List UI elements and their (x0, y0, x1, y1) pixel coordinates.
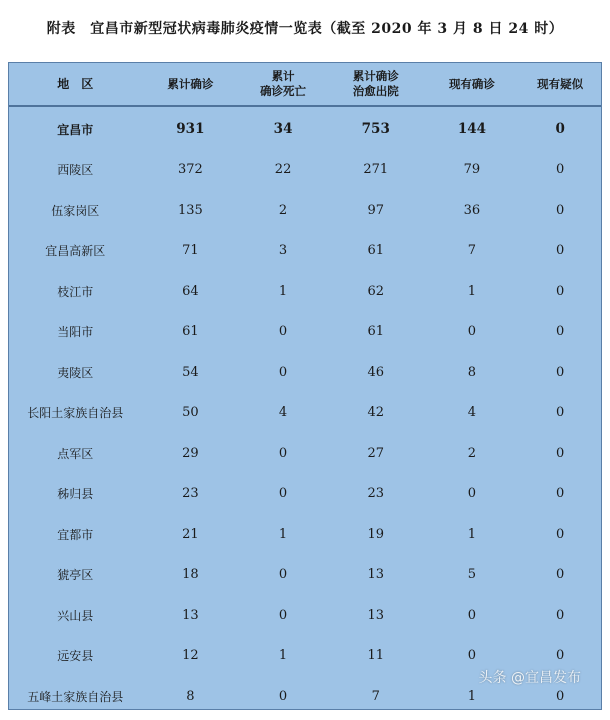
table-row (9, 433, 601, 474)
cell-current-suspected: 0 (556, 445, 565, 461)
table-row (9, 595, 601, 636)
cell-current-confirmed: 144 (457, 121, 487, 138)
cell-current-suspected: 0 (556, 364, 565, 380)
cell-cumulative-recovered: 61 (367, 243, 385, 259)
cell-current-suspected: 0 (556, 486, 565, 502)
cell-current-suspected: 0 (556, 405, 565, 421)
cell-current-confirmed: 5 (467, 567, 477, 583)
cell-region: 当阳市 (57, 325, 94, 340)
cell-region: 夷陵区 (57, 365, 94, 380)
cell-cumulative-confirmed: 54 (182, 364, 199, 380)
cell-current-suspected: 0 (556, 526, 565, 542)
cell-current-confirmed: 8 (467, 364, 477, 380)
cell-cumulative-confirmed: 61 (182, 324, 199, 340)
cell-cumulative-recovered: 13 (367, 607, 385, 623)
cell-cumulative-recovered: 13 (367, 567, 385, 583)
header-cumulative-deaths: 累计 确诊死亡 (260, 69, 307, 98)
cell-cumulative-confirmed: 23 (182, 486, 199, 502)
cell-cumulative-confirmed: 64 (182, 283, 199, 299)
cell-cumulative-confirmed: 13 (182, 607, 199, 623)
cell-cumulative-deaths: 0 (278, 324, 288, 340)
cell-region: 猇亭区 (57, 568, 94, 583)
cell-cumulative-confirmed: 8 (186, 688, 195, 704)
cell-cumulative-deaths: 0 (278, 688, 288, 704)
header-region: 地 区 (57, 76, 94, 91)
cell-cumulative-recovered: 42 (367, 405, 385, 421)
cell-cumulative-recovered: 23 (367, 486, 385, 502)
cell-region: 宜昌高新区 (45, 244, 106, 259)
table-row (9, 231, 601, 272)
cell-current-confirmed: 7 (467, 243, 477, 259)
cell-cumulative-recovered: 97 (367, 202, 385, 218)
watermark: 头条 @宜昌发布 (478, 670, 581, 686)
cell-cumulative-deaths: 0 (278, 567, 288, 583)
cell-current-suspected: 0 (556, 688, 565, 704)
cell-current-confirmed: 0 (467, 607, 477, 623)
cell-cumulative-deaths: 3 (278, 243, 288, 259)
cell-current-suspected: 0 (556, 243, 565, 259)
header-cumulative-confirmed: 累计确诊 (167, 76, 214, 91)
table-row (9, 555, 601, 596)
table-row (9, 150, 601, 191)
cell-cumulative-deaths: 1 (278, 648, 288, 664)
cell-region: 宜都市 (57, 527, 94, 542)
epidemic-table (8, 62, 602, 710)
cell-current-suspected: 0 (556, 283, 565, 299)
cell-current-suspected: 0 (556, 648, 565, 664)
table-row (9, 271, 601, 312)
table-row (9, 312, 601, 353)
page-title: 附表 宜昌市新型冠状病毒肺炎疫情一览表（截至 2020 年 3 月 8 日 24 时） (46, 21, 564, 37)
cell-cumulative-recovered: 11 (367, 648, 385, 664)
cell-cumulative-deaths: 34 (273, 121, 293, 138)
cell-current-suspected: 0 (556, 567, 565, 583)
cell-current-suspected: 0 (556, 162, 565, 178)
cell-cumulative-confirmed: 18 (182, 567, 199, 583)
cell-cumulative-recovered: 19 (367, 526, 385, 542)
cell-cumulative-confirmed: 372 (177, 162, 203, 178)
cell-cumulative-deaths: 4 (278, 405, 288, 421)
table-row (9, 352, 601, 393)
cell-cumulative-confirmed: 50 (182, 405, 199, 421)
header-current-suspected: 现有疑似 (537, 76, 584, 91)
cell-cumulative-deaths: 1 (278, 283, 288, 299)
cell-current-suspected: 0 (556, 607, 565, 623)
table-row (9, 514, 601, 555)
cell-cumulative-deaths: 22 (274, 162, 292, 178)
cell-cumulative-recovered: 61 (367, 324, 385, 340)
cell-current-confirmed: 4 (467, 405, 477, 421)
cell-cumulative-recovered: 7 (371, 688, 380, 704)
cell-current-confirmed: 0 (467, 648, 477, 664)
cell-current-confirmed: 79 (463, 162, 481, 178)
cell-cumulative-recovered: 62 (367, 283, 385, 299)
cell-current-confirmed: 36 (463, 202, 481, 218)
cell-current-confirmed: 1 (467, 283, 477, 299)
cell-cumulative-recovered: 46 (367, 364, 385, 380)
cell-region: 兴山县 (57, 608, 94, 623)
cell-region: 远安县 (57, 649, 94, 664)
cell-cumulative-confirmed: 12 (182, 648, 199, 664)
cell-cumulative-deaths: 0 (278, 607, 288, 623)
cell-current-suspected: 0 (555, 121, 565, 138)
cell-region: 五峰土家族自治县 (27, 689, 124, 704)
cell-region: 枝江市 (57, 284, 94, 299)
cell-cumulative-deaths: 2 (278, 202, 288, 218)
table-row (9, 474, 601, 515)
cell-region: 西陵区 (57, 163, 94, 178)
cell-cumulative-recovered: 27 (367, 445, 385, 461)
cell-cumulative-recovered: 271 (363, 162, 389, 178)
cell-region: 点军区 (57, 446, 94, 461)
cell-cumulative-confirmed: 71 (182, 243, 199, 259)
cell-cumulative-deaths: 0 (278, 486, 288, 502)
cell-current-confirmed: 1 (467, 688, 477, 704)
header-cumulative-recovered: 累计确诊 治愈出院 (352, 69, 399, 98)
cell-current-confirmed: 2 (467, 445, 477, 461)
cell-current-suspected: 0 (556, 324, 565, 340)
table-row-total (9, 109, 601, 150)
cell-current-confirmed: 1 (467, 526, 477, 542)
table-header (9, 63, 601, 107)
cell-current-suspected: 0 (556, 202, 565, 218)
cell-region: 伍家岗区 (51, 203, 100, 218)
header-current-confirmed: 现有确诊 (448, 76, 495, 91)
table-row (9, 190, 601, 231)
table-body (9, 109, 601, 717)
cell-cumulative-deaths: 1 (278, 526, 288, 542)
cell-region: 秭归县 (57, 487, 94, 502)
table-row (9, 393, 601, 434)
cell-cumulative-confirmed: 931 (176, 121, 205, 138)
cell-cumulative-confirmed: 21 (182, 526, 199, 542)
cell-region: 长阳土家族自治县 (27, 406, 124, 421)
cell-cumulative-confirmed: 135 (177, 202, 203, 218)
cell-cumulative-deaths: 0 (278, 445, 288, 461)
cell-cumulative-recovered: 753 (361, 121, 390, 138)
cell-current-confirmed: 0 (467, 486, 477, 502)
cell-cumulative-deaths: 0 (278, 364, 288, 380)
cell-current-confirmed: 0 (467, 324, 477, 340)
cell-region: 宜昌市 (57, 122, 94, 137)
cell-cumulative-confirmed: 29 (182, 445, 199, 461)
